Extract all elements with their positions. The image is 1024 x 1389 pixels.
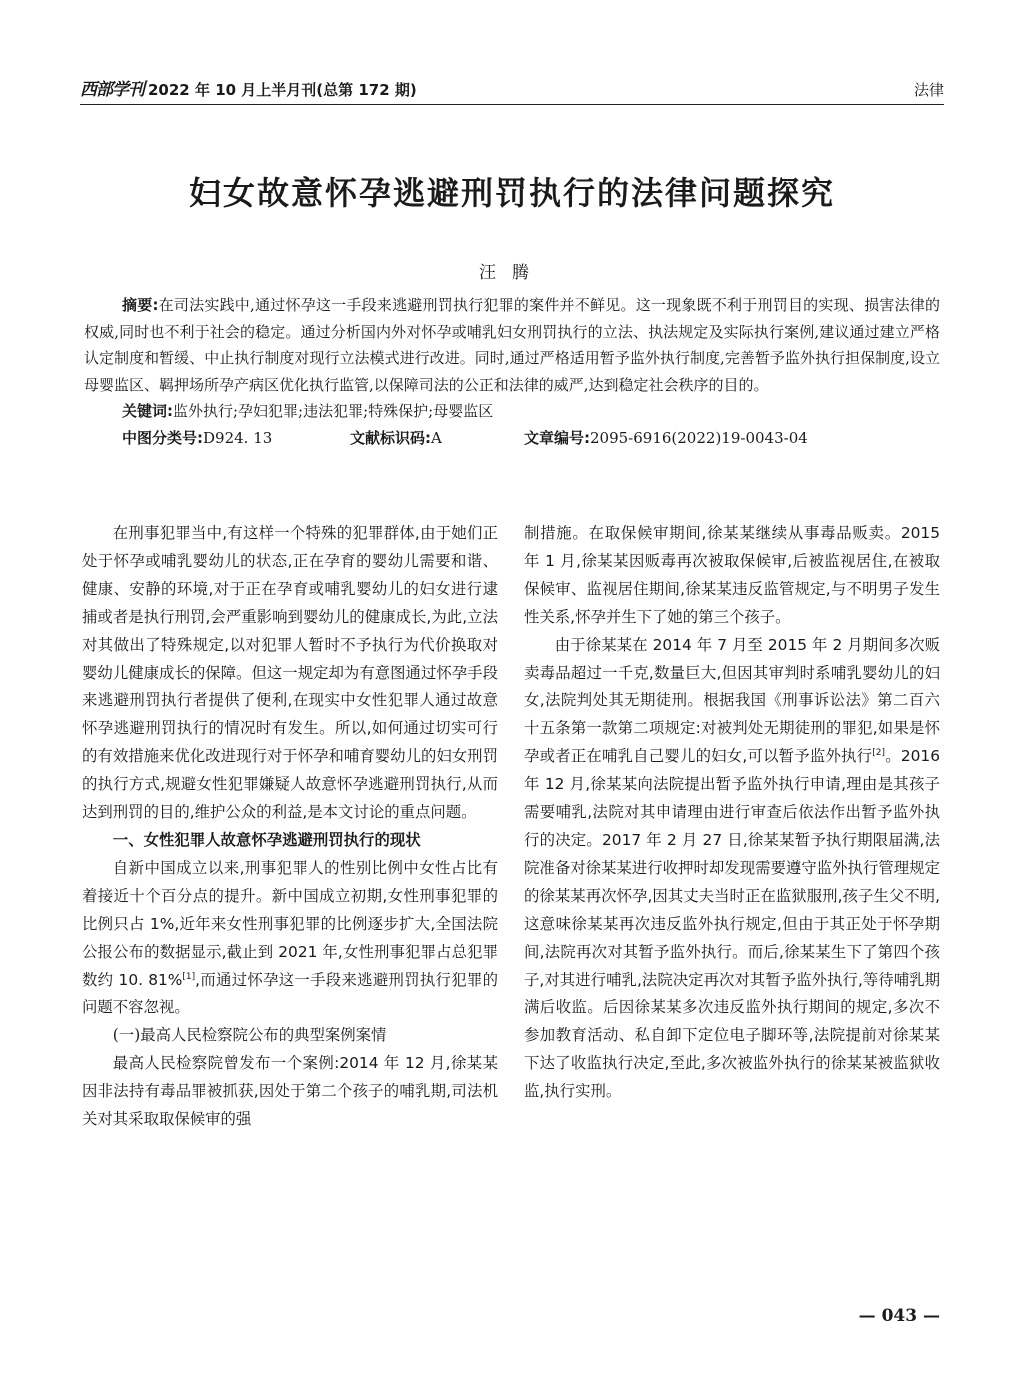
keywords-text: 监外执行;孕妇犯罪;违法犯罪;特殊保护;母婴监区 — [173, 402, 494, 420]
section-name: 法律 — [913, 81, 944, 99]
keywords-label: 关键词: — [122, 402, 173, 420]
abstract-text: 在司法实践中,通过怀孕这一手段来逃避刑罚执行犯罪的案件并不鲜见。这一现象既不利于刑罚目的实现、损害法律的权威,同时也不利于社会的稳定。通过分析国内外对怀孕或哺乳妇女刑罚执行的立法、执法规定及实际执行案例,建议通过建立严格认定制度和暂缓、中止执行制度对现行立法模式进行改进。同时,通过严格适用暂予监外执行制度,完善暂予监外执行担保制度,设立母婴监区、羁押场所孕产病区优化执行监管,以保障司法的公正和法律的威严,达到稳定社会秩序的目的。 — [84, 296, 940, 394]
body-columns — [82, 520, 940, 1134]
clc-label: 中图分类号: — [122, 428, 203, 447]
statistics-text-end: ,而通过怀孕这一手段来逃避刑罚执行犯罪的问题不容忽视。 — [82, 970, 498, 1017]
author-name: 汪腾 — [479, 263, 545, 283]
right-column — [524, 520, 940, 1134]
judgment-paragraph — [524, 632, 940, 1106]
statistics-text: 自新中国成立以来,刑事犯罪人的性别比例中女性占比有着接近十个百分点的提升。新中国成立初期,女性刑事犯罪的比例只占 1%,近年来女性刑事犯罪的比例逐步扩大,全国法院公报公布的数据显示,截止到 2021 年,女性刑事犯罪占总犯罪数约 10. 81% — [82, 858, 498, 989]
abstract-block — [84, 292, 940, 451]
subsection-heading-1: (一)最高人民检察院公布的典型案例案情 — [112, 1026, 387, 1045]
intro-paragraph: 在刑事犯罪当中,有这样一个特殊的犯罪群体,由于她们正处于怀孕或哺乳婴幼儿的状态,正在孕育的婴幼儿需要和谐、健康、安静的环境,对于正在孕育或哺乳婴幼儿的妇女进行逮捕或者是执行刑罚,会严重影响到婴幼儿的健康成长,为此,立法对其做出了特殊规定,以对犯罪人暂时不予执行为代价换取对婴幼儿健康成长的保障。但这一规定却为有意图通过怀孕手段来逃避刑罚执行者提供了便利,在现实中女性犯罪人通过故意怀孕逃避刑罚执行的情况时有发生。所以,如何通过切实可行的有效措施来优化改进现行对于怀孕和哺育婴幼儿的妇女刑罚的执行方式,规避女性犯罪嫌疑人故意怀孕逃避刑罚执行,从而达到刑罚的目的,维护公众的利益,是本文讨论的重点问题。 — [82, 524, 498, 822]
keywords-line — [84, 398, 940, 425]
clc-cell — [122, 425, 350, 452]
page-number: — 043 — — [858, 1306, 940, 1326]
journal-logo: 西部学刊 — [80, 80, 144, 100]
doc-code-cell — [350, 425, 524, 452]
running-header — [80, 70, 944, 105]
article-no-cell — [524, 425, 808, 452]
section-heading-1: 一、女性犯罪人故意怀孕逃避刑罚执行的现状 — [112, 830, 421, 849]
classification-line — [84, 425, 940, 452]
case-paragraph-start: 最高人民检察院曾发布一个案例:2014 年 12 月,徐某某因非法持有毒品罪被抓获,因处于第二个孩子的哺乳期,司法机关对其采取取保候审的强 — [82, 1054, 498, 1129]
reference-1: [1] — [182, 971, 196, 982]
doc-code-label: 文献标识码: — [350, 428, 431, 447]
abstract-label: 摘要: — [122, 296, 159, 314]
header-left — [80, 75, 417, 100]
article-title: 妇女故意怀孕逃避刑罚执行的法律问题探究 — [188, 174, 835, 212]
case-paragraph-continued: 制措施。在取保候审期间,徐某某继续从事毒品贩卖。2015 年 1 月,徐某某因贩毒再次被取保候审,后被监视居住,在被取保候审、监视居住期间,徐某某违反监管规定,与不明男子发生性关系,怀孕并生下了她的第三个孩子。 — [524, 524, 940, 626]
clc-value: D924. 13 — [203, 428, 273, 447]
article-no-value: 2095-6916(2022)19-0043-04 — [590, 428, 808, 447]
judgment-text: 由于徐某某在 2014 年 7 月至 2015 年 2 月期间多次贩卖毒品超过一千克,数量巨大,但因其审判时系哺乳婴幼儿的妇女,法院判处其无期徒刑。根据我国《刑事诉讼法》第二百六十五条第一款第二项规定:对被判处无期徒刑的罪犯,如果是怀孕或者正在哺乳自己婴儿的妇女,可以暂予监外执行 — [524, 635, 940, 766]
abstract-paragraph — [84, 292, 940, 398]
statistics-paragraph — [82, 855, 498, 1022]
reference-2: [2] — [872, 748, 886, 759]
judgment-text-end: 。2016 年 12 月,徐某某向法院提出暂予监外执行申请,理由是其孩子需要哺乳,法院对其申请理由进行审查后依法作出暂予监外执行的决定。2017 年 2 月 27 日,徐某某暂予执行期限届满,法院准备对徐某某进行收押时却发现需要遵守监外执行管理规定的徐某某再次怀孕,因其丈夫当时正在监狱服刑,孩子生父不明,这意味徐某某再次违反监外执行规定,但由于其正处于怀孕期间,法院再次对其暂予监外执行。而后,徐某某生下了第四个孩子,对其进行哺乳,法院决定再次对其暂予监外执行,等待哺乳期满后收监。后因徐某某多次违反监外执行期间的规定,多次不参加教育活动、私自卸下定位电子脚环等,法院提前对徐某某下达了收监执行决定,至此,多次被监外执行的徐某某被监狱收监,执行实刑。 — [524, 747, 940, 1101]
left-column — [82, 520, 498, 1134]
issue-info: 2022 年 10 月上半月刊(总第 172 期) — [148, 81, 417, 99]
doc-code-value: A — [431, 428, 442, 447]
article-no-label: 文章编号: — [524, 428, 590, 447]
